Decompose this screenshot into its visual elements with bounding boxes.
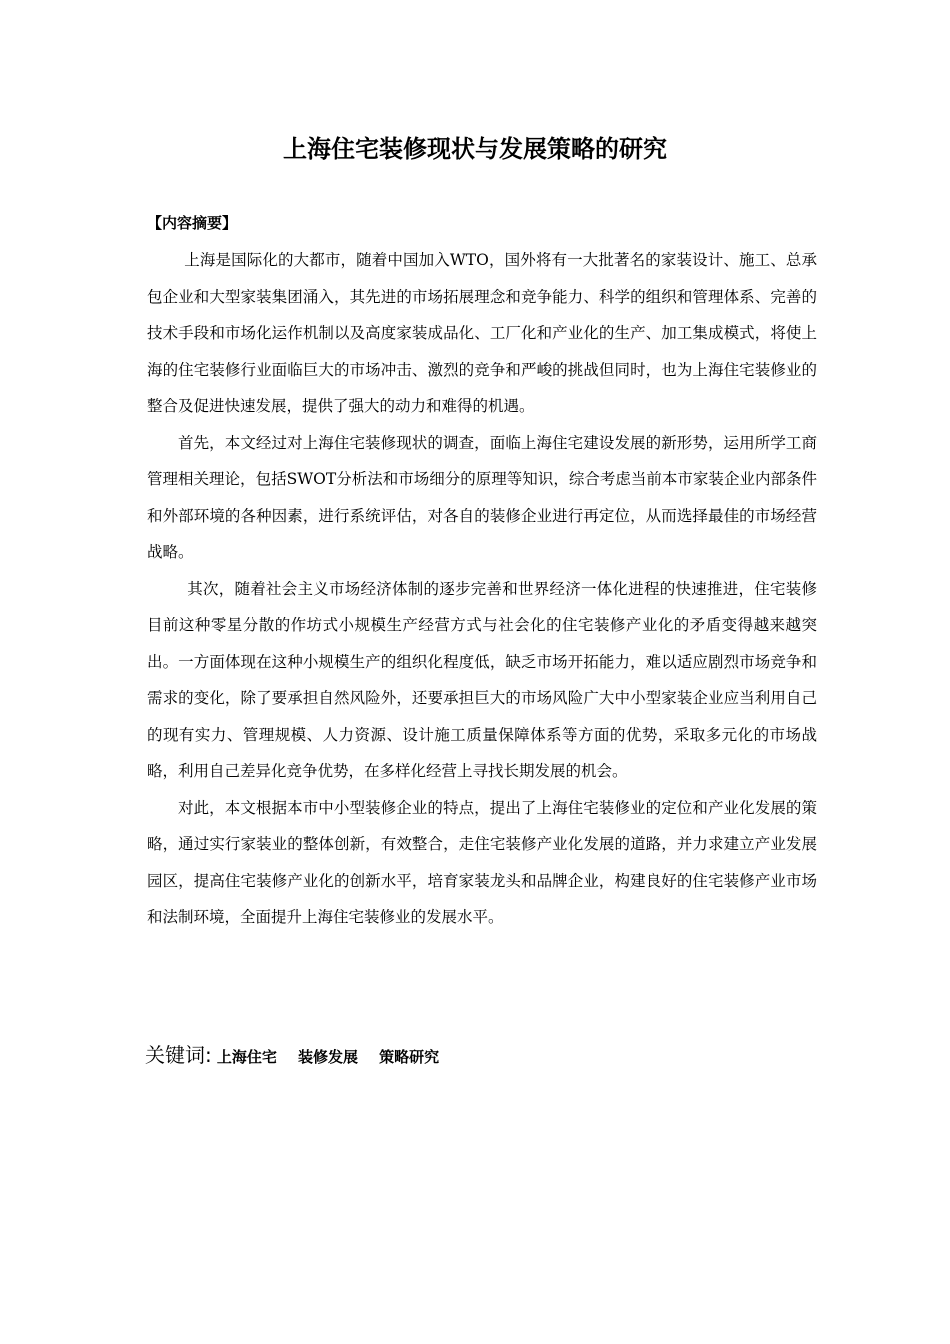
abstract-label: 【内容摘要】 (147, 214, 238, 232)
document-title: 上海住宅装修现状与发展策略的研究 (283, 135, 667, 163)
abstract-body (147, 242, 817, 936)
abstract-paragraph-3: 其次，随着社会主义市场经济体制的逐步完善和世界经济一体化进程的快速推进，住宅装修目前这种零星分散的作坊式小规模生产经营方式与社会化的住宅装修产业化的矛盾变得越来越突出。一方面体现在这种小规模生产的组织化程度低，缺乏市场开拓能力，难以适应剧烈市场竞争和需求的变化，除了要承担自然风险外，还要承担巨大的市场风险广大中小型家装企业应当利用自己的现有实力、管理规模、人力资源、设计施工质量保障体系等方面的优势，采取多元化的市场战略，利用自己差异化竞争优势，在多样化经营上寻找长期发展的机会。 (147, 579, 817, 780)
keyword-item: 策略研究 (379, 1048, 440, 1066)
abstract-paragraph-4: 对此，本文根据本市中小型装修企业的特点，提出了上海住宅装修业的定位和产业化发展的策略，通过实行家装业的整体创新，有效整合，走住宅装修产业化发展的道路，并力求建立产业发展园区，提高住宅装修产业化的创新水平，培育家装龙头和品牌企业，构建良好的住宅装修产业市场和法制环境，全面提升上海住宅装修业的发展水平。 (147, 798, 817, 926)
abstract-paragraph-2: 首先，本文经过对上海住宅装修现状的调查，面临上海住宅建设发展的新形势，运用所学工商管理相关理论，包括SWOT分析法和市场细分的原理等知识，综合考虑当前本市家装企业内部条件和外部环境的各种因素，进行系统评估，对各自的装修企业进行再定位，从而选择最佳的市场经营战略。 (147, 433, 817, 561)
keyword-item: 装修发展 (297, 1048, 358, 1066)
abstract-paragraph-1: 上海是国际化的大都市，随着中国加入WTO，国外将有一大批著名的家装设计、施工、总承包企业和大型家装集团涌入，其先进的市场拓展理念和竞争能力、科学的组织和管理体系、完善的技术手段和市场化运作机制以及高度家装成品化、工厂化和产业化的生产、加工集成模式，将使上海的住宅装修行业面临巨大的市场冲击、激烈的竞争和严峻的挑战但同时，也为上海住宅装修业的整合及促进快速发展，提供了强大的动力和难得的机遇。 (147, 251, 817, 415)
keyword-item: 上海住宅 (216, 1048, 277, 1066)
keywords-label: 关键词: (145, 1043, 212, 1067)
keywords-line (145, 1040, 455, 1072)
